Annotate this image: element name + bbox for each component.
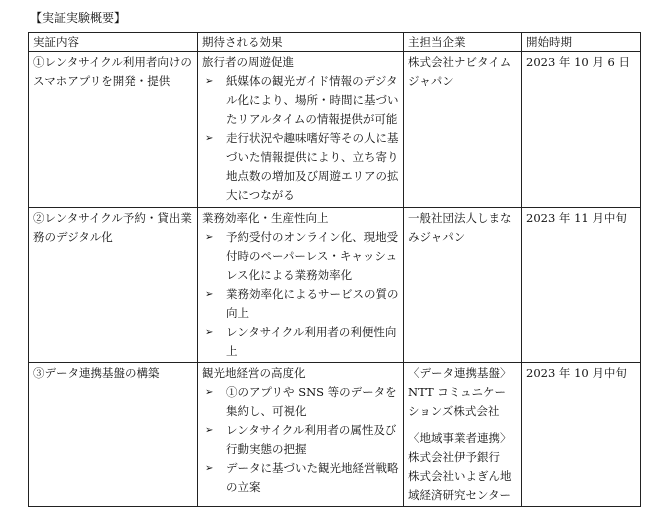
company-name: 株式会社いよぎん地域経済研究センター xyxy=(408,469,512,502)
header-content: 実証内容 xyxy=(29,33,198,52)
effect-item: ➢ 予約受付のオンライン化、現地受付時のペーパーレス・キャッシュレス化による業務効率化 xyxy=(205,230,399,282)
effect-list xyxy=(202,383,399,497)
effect-list xyxy=(202,228,399,361)
company-group-label: 〈地域事業者連携〉 xyxy=(408,431,512,445)
company-cell xyxy=(404,363,522,507)
bullet-arrow-icon: ➢ xyxy=(205,232,214,243)
effect-title: 業務効率化・生産性向上 xyxy=(202,211,329,225)
table-row xyxy=(29,363,641,507)
effect-item: ➢ データに基づいた観光地経営戦略の立案 xyxy=(205,461,399,494)
company-name: 株式会社ナビタイムジャパン xyxy=(408,55,512,88)
content-cell: ①レンタサイクル利用者向けのスマホアプリを開発・提供 xyxy=(29,52,198,208)
bullet-arrow-icon: ➢ xyxy=(205,76,214,87)
start-date: 2023 年 11 月中旬 xyxy=(526,211,627,225)
effect-list xyxy=(202,72,399,205)
bullet-arrow-icon: ➢ xyxy=(205,133,214,144)
effect-item: ➢ 走行状況や趣味嗜好等その人に基づいた情報提供により、立ち寄り地点数の増加及び周遊エリアの拡大につながる xyxy=(205,131,399,202)
start-cell xyxy=(522,52,641,208)
table-row xyxy=(29,208,641,363)
effect-item: ➢ レンタサイクル利用者の利便性向上 xyxy=(205,325,397,358)
effect-item: ➢ 紙媒体の観光ガイド情報のデジタル化により、場所・時間に基づいたリアルタイムの情報提供が可能 xyxy=(205,74,399,126)
start-date: 2023 年 10 月 6 日 xyxy=(526,55,630,69)
bullet-arrow-icon: ➢ xyxy=(205,425,214,436)
company-name: 一般社団法人しまなみジャパン xyxy=(408,211,512,244)
bullet-arrow-icon: ➢ xyxy=(205,387,214,398)
effect-title: 旅行者の周遊促進 xyxy=(202,55,294,69)
start-cell xyxy=(522,363,641,507)
table-header-row xyxy=(29,33,641,52)
document-title: 【実証実験概要】 xyxy=(30,11,127,25)
effect-item: ➢ 業務効率化によるサービスの質の向上 xyxy=(205,287,399,320)
company-group-label: 〈データ連携基盤〉 xyxy=(408,366,512,380)
company-cell xyxy=(404,208,522,363)
start-date: 2023 年 10 月中旬 xyxy=(526,366,627,380)
start-cell xyxy=(522,208,641,363)
effect-cell xyxy=(198,208,404,363)
effect-cell xyxy=(198,52,404,208)
effect-item: ➢ ①のアプリや SNS 等のデータを集約し、可視化 xyxy=(205,385,397,418)
bullet-arrow-icon: ➢ xyxy=(205,463,214,474)
header-effect: 期待される効果 xyxy=(198,33,404,52)
header-start: 開始時期 xyxy=(522,33,641,52)
company-cell xyxy=(404,52,522,208)
bullet-arrow-icon: ➢ xyxy=(205,327,214,338)
header-company: 主担当企業 xyxy=(404,33,522,52)
effect-cell xyxy=(198,363,404,507)
experiment-outline-table xyxy=(28,32,641,507)
company-name: NTT コミュニケーションズ株式会社 xyxy=(408,385,507,418)
table-row xyxy=(29,52,641,208)
bullet-arrow-icon: ➢ xyxy=(205,289,214,300)
effect-item: ➢ レンタサイクル利用者の属性及び行動実態の把握 xyxy=(205,423,397,456)
content-cell: ②レンタサイクル予約・貸出業務のデジタル化 xyxy=(29,208,198,363)
effect-title: 観光地経営の高度化 xyxy=(202,366,306,380)
content-cell: ③データ連携基盤の構築 xyxy=(29,363,198,507)
company-name: 株式会社伊予銀行 xyxy=(408,450,500,464)
